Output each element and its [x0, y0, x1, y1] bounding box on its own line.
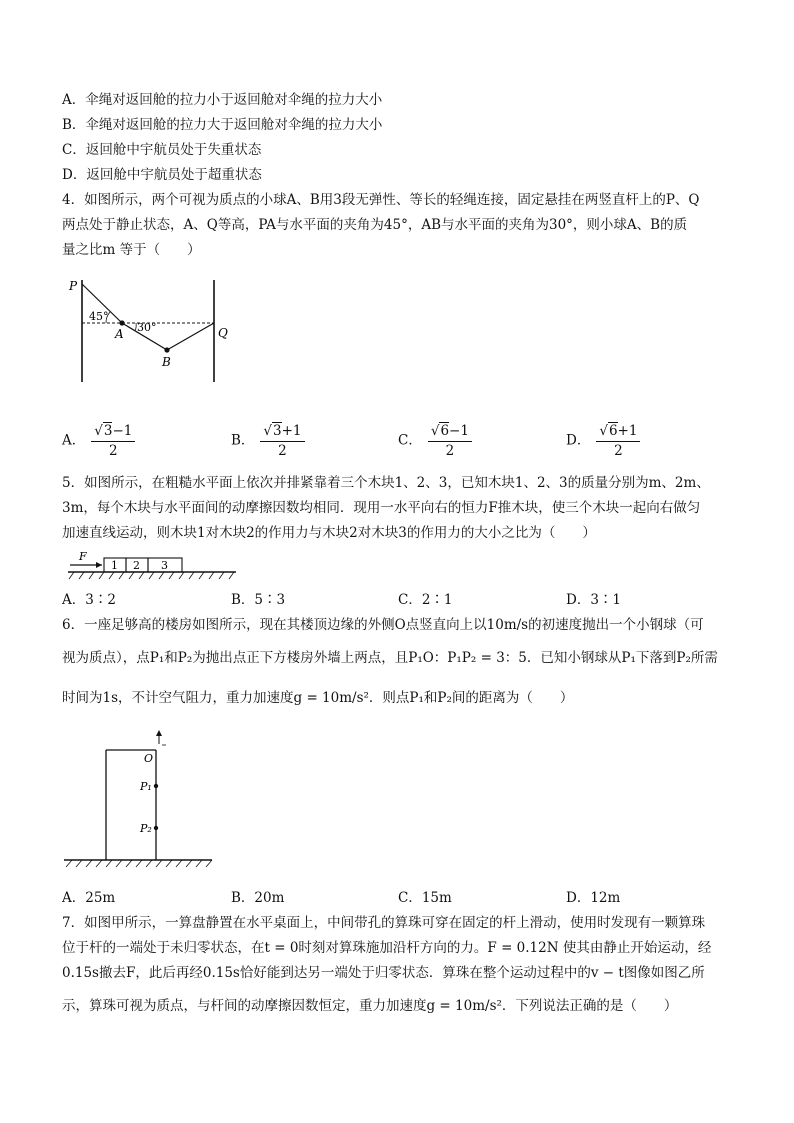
q4-stem-line2: 两点处于静止状态，A、Q等高，PA与水平面的夹角为45°，AB与水平面的夹角为30°，则小球A、B的质 [62, 217, 688, 233]
q4-figure [66, 278, 236, 388]
q6-option-a: A．25m [62, 890, 116, 906]
block-1-label: 1 [111, 559, 118, 572]
q7-stem-line1: 7．如图甲所示，一算盘静置在水平桌面上，中间带孔的算珠可穿在固定的杆上滑动，使用时发现有一颗算珠 [62, 915, 706, 931]
ball-b [164, 347, 169, 352]
q4-option-b-op: +1 [281, 423, 302, 439]
label-b: B [162, 355, 171, 369]
q4-option-b-den: 2 [278, 443, 287, 459]
force-arrowhead [96, 562, 102, 568]
q6-stem-line1: 6．一座足够高的楼房如图所示，现在其楼顶边缘的外侧O点竖直向上以10m/s的初速度抛出一个小钢球（可 [62, 617, 704, 633]
q6-option-d: D．12m [566, 890, 621, 906]
q4-option-b [231, 422, 305, 460]
q4-option-c-fraction: $\frac{√6-1}{2}$ [428, 422, 472, 460]
q5-option-c: C．2∶1 [398, 592, 453, 608]
q3-option-b: B．伞绳对返回舱的拉力大于返回舱对伞绳的拉力大小 [62, 117, 383, 133]
label-q: Q [218, 326, 228, 340]
q4-option-b-radicand: 3 [273, 423, 282, 439]
q3-option-c: C．返回舱中宇航员处于失重状态 [62, 142, 262, 158]
q7-stem-line3: 0.15s撤去F，此后再经0.15s恰好能到达另一端处于归零状态．算珠在整个运动过程中的v − t图像如图乙所 [62, 965, 705, 981]
q4-stem-line3: 量之比m 等于（ ） [62, 242, 201, 258]
q6-stem-line3: 时间为1s，不计空气阻力，重力加速度g = 10m/s²．则点P₁和P₂间的距离为（ ） [62, 690, 574, 706]
rope-bq [167, 323, 214, 350]
q5-stem-line2: 3m，每个木块与水平面间的动摩擦因数均相同．现用一水平向右的恒力F推木块，使三个木块一起向右做匀 [62, 500, 701, 516]
q5-figure [64, 550, 239, 582]
q4-option-d-letter: D． [566, 432, 591, 449]
q4-option-c-den: 2 [445, 443, 455, 459]
label-o: O [144, 752, 154, 765]
q4-option-d-radicand: 6 [608, 423, 618, 439]
q4-option-b-fraction: $\frac{√3+1}{2}$ [260, 422, 304, 460]
angle30-label: 30° [137, 321, 157, 334]
q4-option-d-den: 2 [614, 443, 623, 459]
q6-figure [62, 728, 217, 870]
q4-option-c [398, 422, 472, 460]
q7-stem-line2: 位于杆的一端处于未归零状态，在t = 0时刻对算珠施加沿杆方向的力。F = 0.12N 使其由静止开始运动，经 [62, 940, 712, 956]
q4-option-c-letter: C． [398, 432, 422, 449]
point-p1 [154, 784, 158, 788]
label-p: P [69, 279, 78, 293]
launch-arrowhead [156, 730, 162, 736]
label-p1: P₁ [140, 780, 152, 793]
q4-option-a-fraction: $\frac{√3-1}{2}$ [91, 422, 135, 460]
q5-stem-line1: 5．如图所示，在粗糙水平面上依次并排紧靠着三个木块1、2、3，已知木块1、2、3的质量分别为m、2m、 [62, 475, 710, 491]
q5-stem-line3: 加速直线运动，则木块1对木块2的作用力与木块2对木块3的作用力的大小之比为（ ） [62, 525, 596, 541]
label-p2: P₂ [140, 822, 152, 835]
force-label: F [79, 550, 87, 563]
ground-hatch [69, 572, 234, 579]
q4-option-a-op: −1 [112, 423, 133, 439]
q4-option-d-op: +1 [617, 423, 638, 439]
q4-option-c-op: −1 [449, 423, 469, 439]
q3-option-d: D．返回舱中宇航员处于超重状态 [62, 167, 262, 183]
q4-option-c-radicand: 6 [440, 423, 450, 439]
ball-a [119, 320, 124, 325]
q5-option-a: A．3∶2 [62, 592, 116, 608]
q4-option-a [62, 422, 135, 460]
q6-stem-line2: 视为质点），点P₁和P₂为抛出点正下方楼房外墙上两点，且P₁O：P₁P₂ = 3：5．已知小钢球从P₁下落到P₂所需 [62, 650, 718, 666]
ground-hatch [66, 860, 212, 867]
point-p2 [154, 826, 158, 830]
q6-option-b: B．20m [231, 890, 285, 906]
q5-option-b: B．5∶3 [231, 592, 286, 608]
q4-stem-line1: 4．如图所示，两个可视为质点的小球A、B用3段无弹性、等长的轻绳连接，固定悬挂在两竖直杆上的P、Q [62, 192, 700, 208]
q4-option-a-letter: A． [62, 432, 86, 449]
block-3-label: 3 [161, 559, 168, 572]
q5-option-d: D．3∶1 [566, 592, 622, 608]
block-2-label: 2 [133, 559, 140, 572]
label-a: A [115, 327, 124, 341]
q4-option-a-radicand: 3 [103, 423, 113, 439]
q4-option-a-den: 2 [109, 443, 118, 459]
angle45-label: 45° [89, 310, 109, 323]
q4-option-d [566, 422, 640, 460]
q6-option-c: C．15m [398, 890, 452, 906]
q7-stem-line4: 示，算珠可视为质点，与杆间的动摩擦因数恒定，重力加速度g = 10m/s²．下列说法正确的是（ ） [62, 998, 678, 1014]
q4-option-d-fraction: $\frac{√6+1}{2}$ [596, 422, 640, 460]
q3-option-a: A．伞绳对返回舱的拉力小于返回舱对伞绳的拉力大小 [62, 92, 383, 108]
q4-option-b-letter: B． [231, 432, 255, 449]
